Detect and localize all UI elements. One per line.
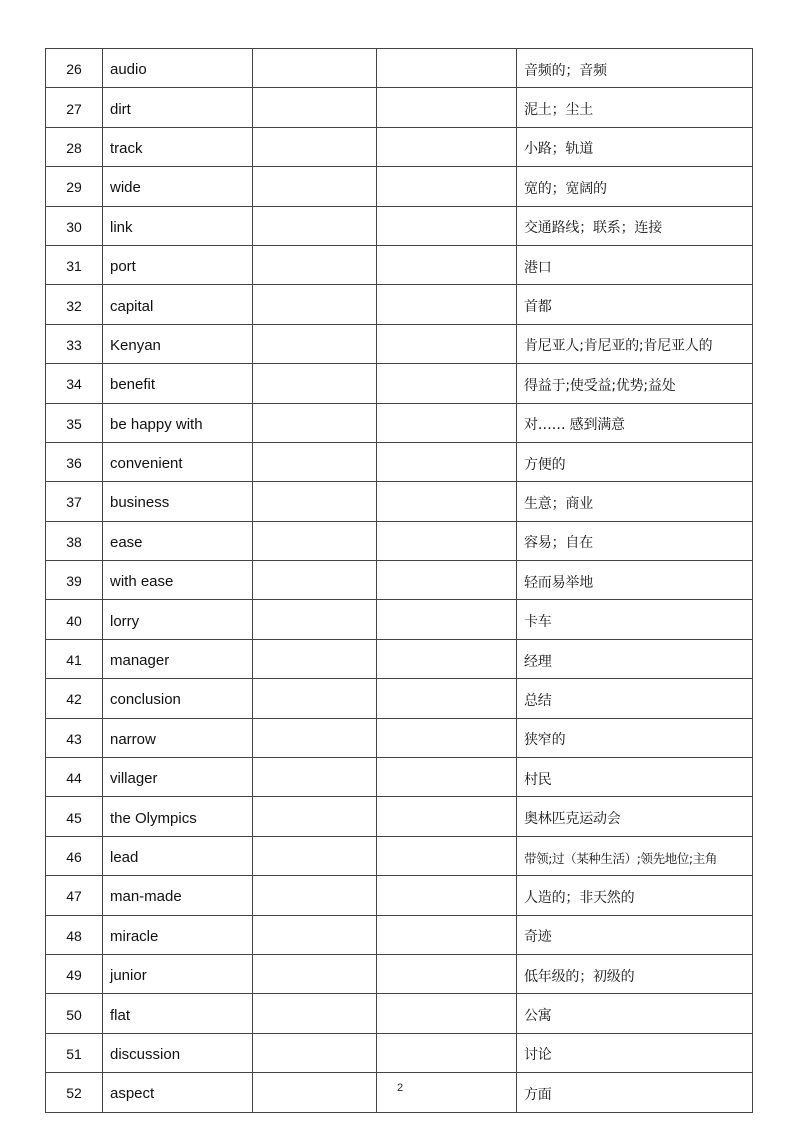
blank-cell-1: [253, 1033, 377, 1072]
english-word: the Olympics: [103, 797, 253, 836]
chinese-meaning: 宽的；宽阔的: [517, 167, 753, 206]
english-word: with ease: [103, 561, 253, 600]
row-number: 37: [46, 482, 103, 521]
english-word: ease: [103, 521, 253, 560]
blank-cell-1: [253, 88, 377, 127]
chinese-meaning: 首都: [517, 285, 753, 324]
english-word: dirt: [103, 88, 253, 127]
blank-cell-1: [253, 718, 377, 757]
chinese-meaning: 容易；自在: [517, 521, 753, 560]
chinese-meaning: 方便的: [517, 442, 753, 481]
chinese-meaning: 狭窄的: [517, 718, 753, 757]
english-word: flat: [103, 994, 253, 1033]
row-number: 40: [46, 600, 103, 639]
chinese-meaning: 人造的；非天然的: [517, 876, 753, 915]
row-number: 38: [46, 521, 103, 560]
blank-cell-1: [253, 521, 377, 560]
chinese-meaning: 总结: [517, 679, 753, 718]
row-number: 44: [46, 758, 103, 797]
table-row: [46, 49, 753, 88]
english-word: aspect: [103, 1073, 253, 1112]
blank-cell-2: [377, 639, 517, 678]
english-word: business: [103, 482, 253, 521]
english-word: benefit: [103, 364, 253, 403]
table-row: [46, 758, 753, 797]
english-word: link: [103, 206, 253, 245]
blank-cell-1: [253, 915, 377, 954]
blank-cell-1: [253, 127, 377, 166]
table-row: [46, 836, 753, 875]
table-row: [46, 718, 753, 757]
english-word: lead: [103, 836, 253, 875]
page-number: 2: [396, 1082, 404, 1094]
english-word: be happy with: [103, 403, 253, 442]
blank-cell-2: [377, 521, 517, 560]
blank-cell-1: [253, 994, 377, 1033]
chinese-meaning: 肯尼亚人;肯尼亚的;肯尼亚人的: [517, 324, 753, 363]
blank-cell-2: [377, 994, 517, 1033]
blank-cell-1: [253, 285, 377, 324]
table-row: [46, 285, 753, 324]
table-row: [46, 1033, 753, 1072]
blank-cell-1: [253, 758, 377, 797]
row-number: 35: [46, 403, 103, 442]
table-row: [46, 561, 753, 600]
english-word: port: [103, 245, 253, 284]
table-row: [46, 679, 753, 718]
english-word: audio: [103, 49, 253, 88]
table-row: [46, 876, 753, 915]
table-row: [46, 994, 753, 1033]
chinese-meaning: 低年级的；初级的: [517, 954, 753, 993]
blank-cell-1: [253, 245, 377, 284]
blank-cell-1: [253, 167, 377, 206]
blank-cell-2: [377, 88, 517, 127]
chinese-meaning: 轻而易举地: [517, 561, 753, 600]
row-number: 51: [46, 1033, 103, 1072]
row-number: 49: [46, 954, 103, 993]
table-row: [46, 403, 753, 442]
english-word: conclusion: [103, 679, 253, 718]
blank-cell-1: [253, 324, 377, 363]
row-number: 50: [46, 994, 103, 1033]
chinese-meaning: 讨论: [517, 1033, 753, 1072]
blank-cell-2: [377, 127, 517, 166]
chinese-meaning: 泥土；尘土: [517, 88, 753, 127]
vocabulary-table-body: [46, 49, 753, 1113]
table-row: [46, 915, 753, 954]
blank-cell-1: [253, 954, 377, 993]
table-row: [46, 364, 753, 403]
blank-cell-2: [377, 836, 517, 875]
blank-cell-1: [253, 206, 377, 245]
row-number: 33: [46, 324, 103, 363]
row-number: 27: [46, 88, 103, 127]
table-row: [46, 482, 753, 521]
table-row: [46, 797, 753, 836]
row-number: 30: [46, 206, 103, 245]
row-number: 48: [46, 915, 103, 954]
blank-cell-2: [377, 364, 517, 403]
blank-cell-1: [253, 49, 377, 88]
row-number: 32: [46, 285, 103, 324]
table-row: [46, 600, 753, 639]
table-row: [46, 639, 753, 678]
row-number: 26: [46, 49, 103, 88]
english-word: track: [103, 127, 253, 166]
table-row: [46, 324, 753, 363]
blank-cell-1: [253, 442, 377, 481]
blank-cell-2: [377, 561, 517, 600]
row-number: 39: [46, 561, 103, 600]
table-row: [46, 127, 753, 166]
chinese-meaning: 卡车: [517, 600, 753, 639]
blank-cell-1: [253, 561, 377, 600]
chinese-meaning: 村民: [517, 758, 753, 797]
chinese-meaning: 方面: [517, 1073, 753, 1112]
row-number: 52: [46, 1073, 103, 1112]
blank-cell-2: [377, 167, 517, 206]
blank-cell-2: [377, 876, 517, 915]
table-row: [46, 442, 753, 481]
english-word: miracle: [103, 915, 253, 954]
blank-cell-2: [377, 206, 517, 245]
chinese-meaning: 得益于;使受益;优势;益处: [517, 364, 753, 403]
english-word: villager: [103, 758, 253, 797]
blank-cell-1: [253, 364, 377, 403]
blank-cell-2: [377, 797, 517, 836]
chinese-meaning: 小路；轨道: [517, 127, 753, 166]
english-word: man-made: [103, 876, 253, 915]
blank-cell-1: [253, 679, 377, 718]
blank-cell-1: [253, 600, 377, 639]
chinese-meaning: 港口: [517, 245, 753, 284]
english-word: junior: [103, 954, 253, 993]
blank-cell-2: [377, 482, 517, 521]
row-number: 46: [46, 836, 103, 875]
chinese-meaning: 带领;过（某种生活）;领先地位;主角: [517, 836, 753, 875]
english-word: Kenyan: [103, 324, 253, 363]
chinese-meaning: 奇迹: [517, 915, 753, 954]
row-number: 29: [46, 167, 103, 206]
blank-cell-2: [377, 758, 517, 797]
row-number: 43: [46, 718, 103, 757]
blank-cell-2: [377, 1033, 517, 1072]
row-number: 34: [46, 364, 103, 403]
blank-cell-2: [377, 600, 517, 639]
english-word: wide: [103, 167, 253, 206]
chinese-meaning: 音频的；音频: [517, 49, 753, 88]
blank-cell-2: [377, 954, 517, 993]
row-number: 36: [46, 442, 103, 481]
table-row: [46, 245, 753, 284]
blank-cell-2: [377, 679, 517, 718]
english-word: capital: [103, 285, 253, 324]
chinese-meaning: 奥林匹克运动会: [517, 797, 753, 836]
row-number: 41: [46, 639, 103, 678]
row-number: 47: [46, 876, 103, 915]
chinese-meaning: 交通路线；联系；连接: [517, 206, 753, 245]
english-word: lorry: [103, 600, 253, 639]
chinese-meaning: 生意；商业: [517, 482, 753, 521]
blank-cell-2: [377, 718, 517, 757]
blank-cell-1: [253, 836, 377, 875]
table-row: [46, 521, 753, 560]
blank-cell-1: [253, 639, 377, 678]
blank-cell-2: [377, 285, 517, 324]
chinese-meaning: 经理: [517, 639, 753, 678]
blank-cell-2: [377, 915, 517, 954]
row-number: 45: [46, 797, 103, 836]
chinese-meaning: 对…… 感到满意: [517, 403, 753, 442]
blank-cell-2: [377, 245, 517, 284]
blank-cell-2: [377, 403, 517, 442]
table-row: [46, 206, 753, 245]
chinese-meaning: 公寓: [517, 994, 753, 1033]
table-row: [46, 954, 753, 993]
blank-cell-1: [253, 797, 377, 836]
table-row: [46, 88, 753, 127]
blank-cell-2: [377, 324, 517, 363]
blank-cell-1: [253, 876, 377, 915]
english-word: discussion: [103, 1033, 253, 1072]
row-number: 42: [46, 679, 103, 718]
blank-cell-1: [253, 482, 377, 521]
row-number: 31: [46, 245, 103, 284]
english-word: narrow: [103, 718, 253, 757]
english-word: convenient: [103, 442, 253, 481]
vocabulary-table: [45, 48, 753, 1113]
row-number: 28: [46, 127, 103, 166]
english-word: manager: [103, 639, 253, 678]
blank-cell-2: [377, 49, 517, 88]
blank-cell-2: [377, 442, 517, 481]
table-row: [46, 167, 753, 206]
blank-cell-1: [253, 403, 377, 442]
